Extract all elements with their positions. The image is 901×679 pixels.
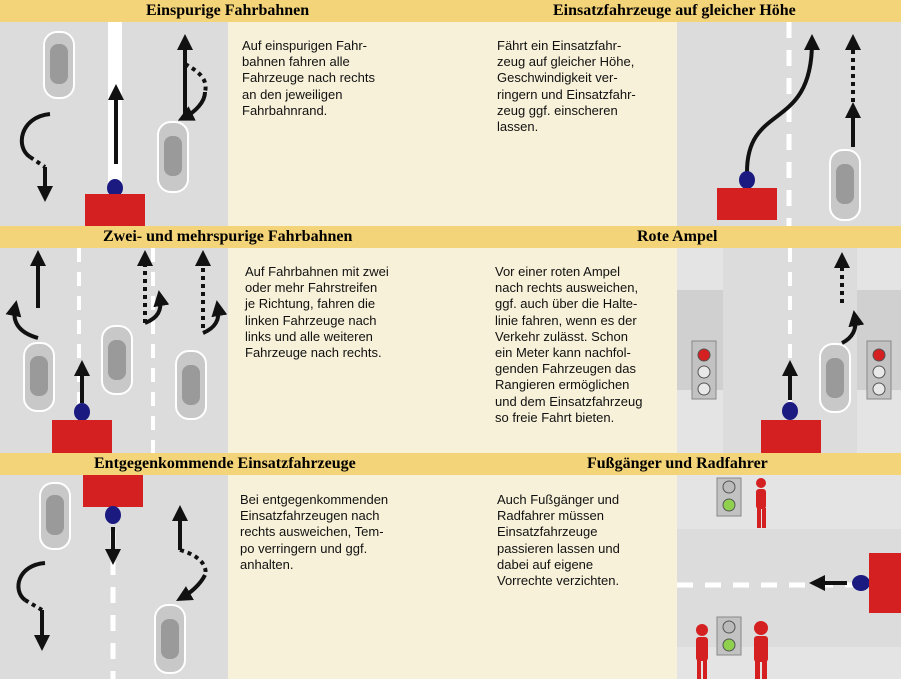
illustration-entgegenkommend — [0, 475, 228, 679]
section-title-gleiche-hoehe: Einsatzfahrzeuge auf gleicher Höhe — [553, 2, 796, 19]
car — [820, 344, 850, 412]
section-text-mehrspurig: Auf Fahrbahnen mit zwei oder mehr Fahrstreifen je Richtung, fahren die linken Fahrzeuge nach links und alle weiteren Fahrzeuge nach rechts. — [245, 264, 389, 361]
section-text-einspurig: Auf einspurigen Fahr- bahnen fahren alle Fahrzeuge nach rechts an den jeweiligen Fahrbahnrand. — [242, 38, 375, 118]
pedestrian-light-top — [717, 478, 741, 516]
car-right — [155, 605, 185, 673]
pedestrian-top — [756, 478, 766, 528]
sidewalk-bottom — [677, 647, 901, 679]
section-text-gleiche-hoehe: Fährt ein Einsatzfahr- zeug auf gleicher Höhe, Geschwindigkeit ver- ringern und Einsatzfahr- zeug ggf. einscheren lassen. — [497, 38, 636, 135]
illustration-rote-ampel — [677, 248, 901, 453]
car-left — [44, 32, 74, 98]
car-3 — [176, 351, 206, 419]
car-2 — [102, 326, 132, 394]
traffic-light-left — [692, 341, 716, 399]
section-title-fussgaenger: Fußgänger und Radfahrer — [587, 455, 768, 472]
sidewalk-tl — [677, 248, 723, 290]
section-title-entgegenkommend: Entgegenkommende Einsatzfahrzeuge — [94, 455, 356, 472]
illustration-einspurig — [0, 22, 228, 226]
section-title-rote-ampel: Rote Ampel — [637, 228, 718, 245]
illustration-mehrspurig — [0, 248, 228, 453]
section-title-einspurig: Einspurige Fahrbahnen — [146, 2, 310, 19]
pedestrian-light-bottom — [717, 617, 741, 655]
sidewalk-top — [677, 475, 901, 529]
car-left — [40, 483, 70, 549]
car-right — [158, 122, 188, 192]
section-text-fussgaenger: Auch Fußgänger und Radfahrer müssen Einsatzfahrzeuge passieren lassen und dabei auf eigene Vorrechte verzichten. — [497, 492, 620, 589]
car-1 — [24, 343, 54, 411]
illustration-fussgaenger — [677, 475, 901, 679]
section-title-mehrspurig: Zwei- und mehrspurige Fahrbahnen — [103, 228, 353, 245]
sidewalk-tr — [857, 248, 901, 290]
section-text-rote-ampel: Vor einer roten Ampel nach rechts ausweichen, ggf. auch über die Halte- linie fahren, wenn es der Verkehr zulässt. Schon ein Meter kann nachfol- genden Fahrzeugen das Rangieren ermöglichen und dem Einsatzfahrzeug so freie Fahrt bieten. — [495, 264, 643, 425]
illustration-gleiche-hoehe — [677, 22, 901, 226]
car — [830, 150, 860, 220]
section-text-entgegenkommend: Bei entgegenkommenden Einsatzfahrzeugen nach rechts ausweichen, Tem- po verringern und ggf. anhalten. — [240, 492, 389, 572]
traffic-light-right — [867, 341, 891, 399]
